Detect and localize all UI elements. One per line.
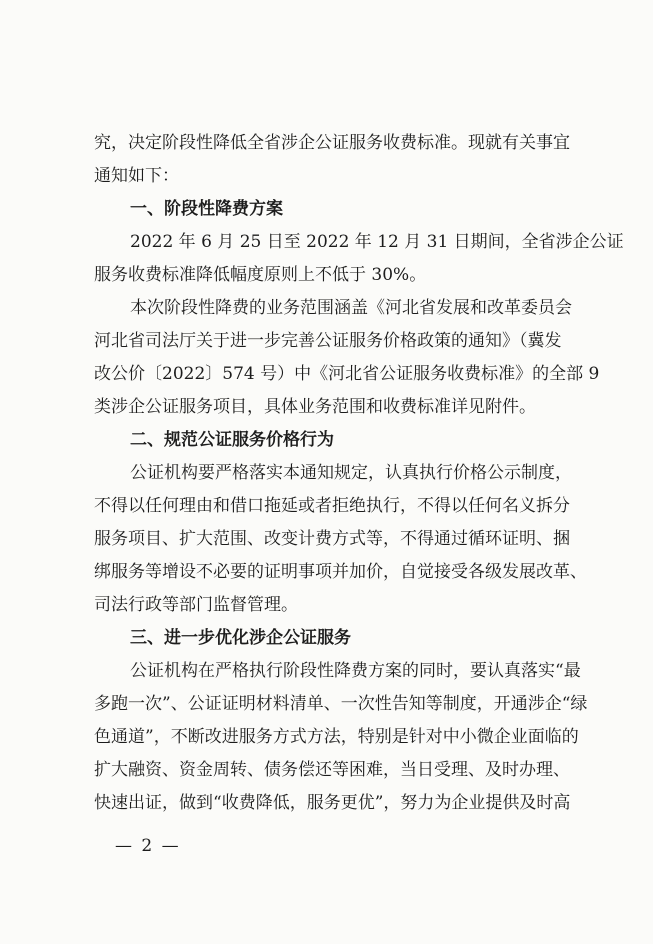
- page-number: — 2 —: [115, 836, 181, 856]
- section-heading: 三、进一步优化涉企公证服务: [130, 628, 351, 648]
- text-line: 公证机构要严格落实本通知规定，认真执行价格公示制度，: [130, 463, 572, 483]
- text-line: 类涉企公证服务项目，具体业务范围和收费标准详见附件。: [94, 397, 536, 417]
- text-line: 快速出证，做到“收费降低，服务更优”，努力为企业提供及时高: [94, 793, 571, 813]
- text-line: 服务项目、扩大范围、改变计费方式等，不得通过循环证明、捆: [94, 529, 570, 549]
- text-line: 改公价〔2022〕574 号）中《河北省公证服务收费标准》的全部 9: [94, 364, 600, 384]
- text-line: 究，决定阶段性降低全省涉企公证服务收费标准。现就有关事宜: [94, 133, 570, 153]
- text-line: 扩大融资、资金周转、债务偿还等困难，当日受理、及时办理、: [94, 760, 570, 780]
- text-line: 2022 年 6 月 25 日至 2022 年 12 月 31 日期间，全省涉企公证: [130, 232, 624, 252]
- text-line: 本次阶段性降费的业务范围涵盖《河北省发展和改革委员会: [130, 298, 572, 318]
- text-line: 色通道”，不断改进服务方式方法，特别是针对中小微企业面临的: [94, 727, 579, 747]
- text-line: 通知如下：: [94, 166, 179, 186]
- text-line: 公证机构在严格执行阶段性降费方案的同时，要认真落实“最: [130, 661, 581, 681]
- text-line: 多跑一次”、公证证明材料清单、一次性告知等制度，开通涉企“绿: [94, 694, 588, 714]
- text-line: 河北省司法厅关于进一步完善公证服务价格政策的通知》（冀发: [94, 331, 562, 351]
- text-line: 服务收费标准降低幅度原则上不低于 30%。: [94, 265, 427, 285]
- section-heading: 一、阶段性降费方案: [130, 199, 283, 219]
- text-line: 绑服务等增设不必要的证明事项并加价，自觉接受各级发展改革、: [94, 562, 587, 582]
- text-line: 不得以任何理由和借口拖延或者拒绝执行，不得以任何名义拆分: [94, 496, 570, 516]
- document-body: [94, 127, 624, 820]
- text-line: 司法行政等部门监督管理。: [94, 595, 298, 615]
- section-heading: 二、规范公证服务价格行为: [130, 430, 334, 450]
